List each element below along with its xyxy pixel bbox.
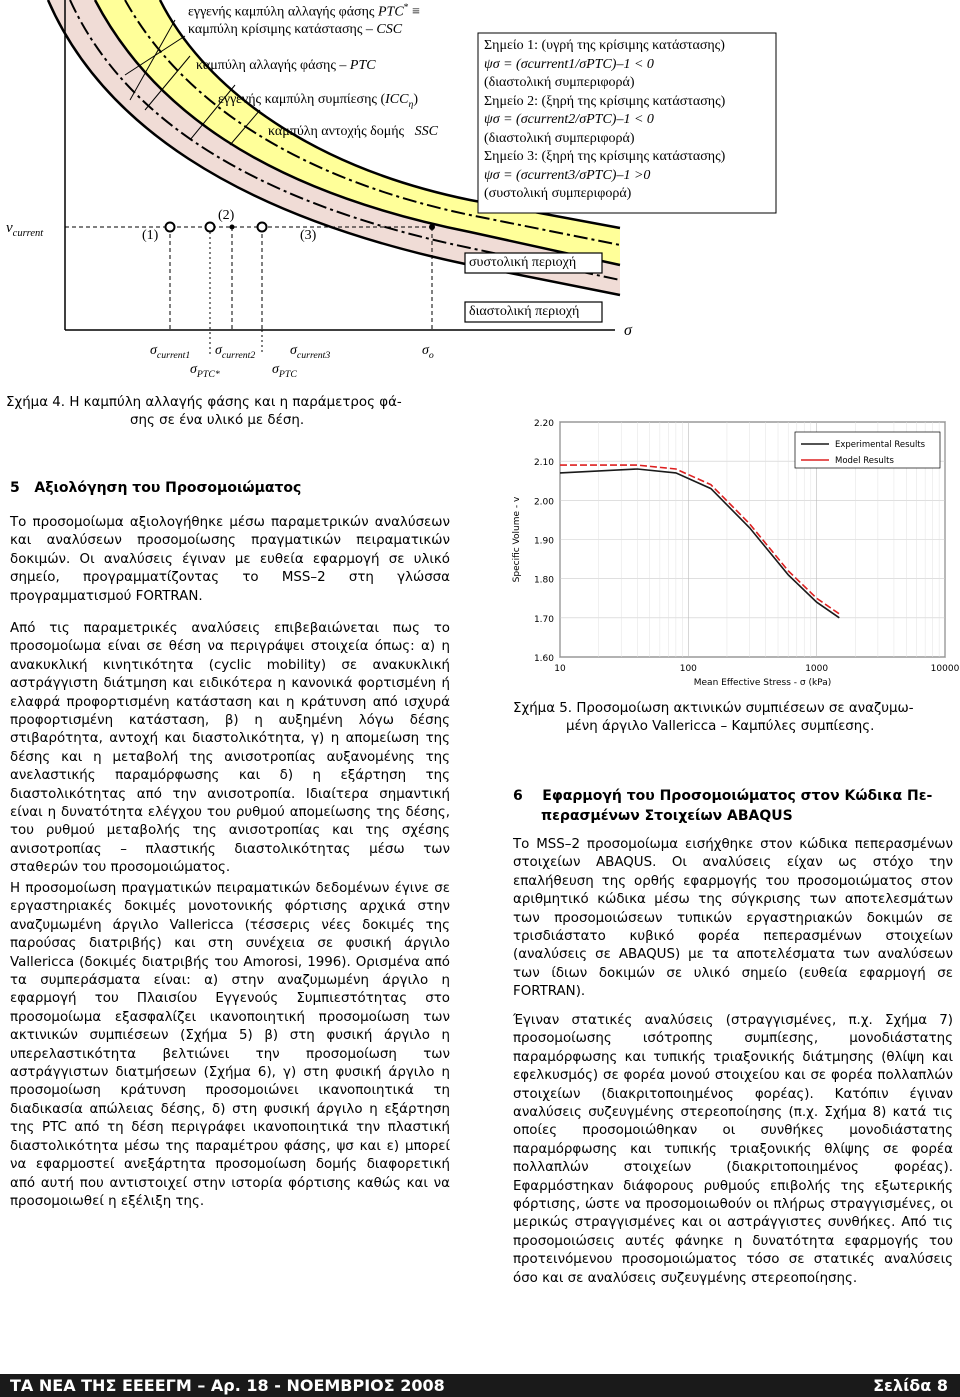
legend-label: Experimental Results: [835, 440, 926, 450]
x-tick-label: 100: [679, 664, 697, 674]
region-dilative: διαστολική περιοχή: [469, 304, 580, 319]
figure-4-drawing: [0, 0, 960, 400]
point-label-1: (1): [142, 228, 159, 243]
section-6-p1: Το MSS–2 προσομοίωμα εισήχθηκε στον κώδικα πεπερασμένων στοιχείων ABAQUS. Οι αναλύσεις είχαν ως στόχο την επαλήθευση της ορθής εφαρμογής του προσομοιώματος στον αριθμητικό κώδικα μέσω της σύγκρισης των αποτελεσμάτων των προσομοιώσεων τυπικών εργαστηριακών δοκιμών σε τρισδιάστατο κυβικό φορέα πεπερασμένων στοιχείων (αναλύσεις σε ABAQUS) με τα αποτελέσματα των αναλύσεων των ίδιων δοκιμών σε υλικό σημείο (ευθεία εφαρμογή σε FORTRAN).: [513, 837, 953, 1000]
section-5-heading: 5 Αξιολόγηση του Προσομοιώματος: [10, 480, 302, 496]
y-tick-label: 1.80: [533, 575, 554, 586]
section-5-p1: Το προσομοίωμα αξιολογήθηκε μέσω παραμετρικών αναλύσεων και αναλύσεων προσομοίωσης πραγματικών πειραματικών δοκιμών. Οι αναλύσεις έγιναν με ευθεία εφαρμογή σε υλικό σημείο, προγραμματίζοντας το MSS–2 στη γλώσσα προγραμματισμού FORTRAN.: [10, 515, 450, 604]
legend-ssc: καμπύλη αντοχής δομής SSC: [268, 124, 438, 139]
footer-page-number: Σελίδα 8: [873, 1376, 948, 1395]
x-tick-label: 10000: [930, 664, 960, 674]
figure-5-chart: [505, 410, 960, 690]
region-contractive: συστολική περιοχή: [469, 255, 577, 270]
tick-s1: $\sigma_{current1}$: [150, 343, 191, 361]
footer-journal: ΤΑ ΝΕΑ ΤΗΣ ΕΕΕΕΓΜ – Αρ. 18 - ΝΟΕΜΒΡΙΟΣ 2008: [10, 1376, 445, 1395]
y-tick-label: 2.20: [533, 419, 554, 429]
section-5-p3: Η προσομοίωση πραγματικών πειραματικών δεδομένων έγινε σε εργαστηριακές δοκιμές μονοτονικής φόρτισης αρχικά στην αναζυμωμένη άργιλο Vallericca (τέσσερις νέες δοκιμές της παρούσας διατριβής) και στη συνέχεια σε φυσική άργιλο Vallericca (δοκιμές διατριβής του Amorosi, 1996). Ορισμένα από τα συμπεράσματα είναι: α) στην αναζυμωμένη άργιλο η εφαρμογή του Πλαισίου Εγγενούς Συμπιεστότητας στο προσομοίωμα εξασφαλίζει ικανοποιητική προσομοίωση των ακτινικών συμπιέσεων (Σχήμα 5) β) στη φυσική άργιλο η υπερελαστικότητα βελτιώνει την προσομοίωση των αστράγγιστων διατμήσεων (Σχήμα 6), γ) στη φυσική άργιλο η προσομοίωση κράτυνση προσομοιώνει ικανοποιητικά τη διαδικασία απώλειας δέσης, δ) στη φυσική άργιλο η εξάρτηση της PTC από τη δέση περιγράφει ικανοποιητικά την πλαστική διαστολικότητα μέσω της παραμέτρου φάσης, ψσ και ε) μπορεί να εφαρμοστεί ανεξάρτητα προσομοίωση δομής διαφορετική από αυτή που αντιστοιχεί στην ιστορία φόρτισης καθώς και να προσομοιωθεί η εξέλιξη της.: [10, 881, 450, 1209]
legend-ptc: καμπύλη αλλαγής φάσης – PTC: [196, 58, 376, 73]
y-tick-label: 1.90: [533, 536, 554, 547]
figure-4-caption: Σχήμα 4. Η καμπύλη αλλαγής φάσης και η παράμετρος φά- σης σε ένα υλικό με δέση.: [6, 395, 402, 429]
figure-4: [0, 0, 960, 400]
x-axis-label: σ: [624, 322, 632, 339]
point-3: [258, 223, 267, 232]
tick-so: $\sigma_o$: [422, 343, 434, 361]
section-6-p2: Έγιναν στατικές αναλύσεις (στραγγισμένες, π.χ. Σχήμα 7) προσομοίωσης ισότροπης συμπίεσης, μονοδιάστατης παραμόρφωσης και τυπικής τριαξονικής διάτμησης (θλίψη και εφελκυσμός) σε φορέα μονού στοιχείου και σε φορέα πολλαπλών στοιχείων (διακριτοποιημένος φορέας). Κατόπιν έγιναν αναλύσεις συζευγμένης στερεοποίησης (π.χ. Σχήμα 8) κατά τις οποίες προσομοιώθηκαν οι συνθήκες μονοδιάστατης παραμόρφωσης και τυπικής τριαξονικής θλίψης σε φορέα πολλαπλών στοιχείων (διακριτοποιημένος φορέας). Εφαρμόστηκαν διάφορους ρυθμούς επιβολής της εξωτερικής φόρτισης, ώστε να προσομοιωθούν οι πλήρως στραγγισμένες, οι μερικώς στραγγισμένες και οι αστράγγιστες συνθήκες. Από τις προσομοιώσεις αυτές φάνηκε η δυνατότητα εφαρμογής του προτεινόμενου προσομοιώματος τόσο σε στατικές αναλύσεις όσο και σε αναλύσεις συζευγμένης στερεοποίησης.: [513, 1013, 953, 1286]
tick-sptcstar: $\sigma_{PTC*}$: [190, 362, 220, 380]
point-2: [206, 223, 215, 232]
section-6-heading: 6 Εφαρμογή του Προσομοιώματος στον Κώδικα Πε- περασμένων Στοιχείων ABAQUS: [513, 788, 933, 824]
y-tick-label: 1.70: [533, 614, 554, 625]
y-axis-label: $v_{current}$: [6, 220, 44, 239]
figure-5-caption: Σχήμα 5. Προσομοίωση ακτινικών συμπιέσεων σε αναζυμω- μένη άργιλο Vallericca – Καμπύλες συμπίεσης.: [513, 701, 914, 735]
section-5-p2: Από τις παραμετρικές αναλύσεις επιβεβαιώνεται πως το προσομοίωμα είναι σε θέση να περιγράψει στοιχεία όπως: α) η ανακυκλική κινητικότητα (cyclic mobility) σε ανακυκλική αστράγγιστη διάτμηση και ειδικότερα η κανονικά φορτισμένη ή ελαφρά προφορτισμένη κατάσταση και η κράτυνση από ισχυρά προφορτισμένη κατάσταση, β) η αυξημένη λόγω δέσης στιβαρότητα, αντοχή και διαστολικότητα, γ) η απομείωση της δέσης και η μεταβολή της ανισοτροπίας αυξανομένης της ανελαστικής παραμόρφωσης και δ) η εξάρτηση της διαστολικότητας από την ανισοτροπία. Ιδιαίτερα σημαντική είναι η δυνατότητα ελέγχου του ρυθμού απομείωσης της δέσης, του ρυθμού μεταβολής της ανισοτροπίας και της σχέσης ανισοτροπίας – πλαστικής διαστολικότητας μέσω των σταθερών του προσομοιώματος.: [10, 621, 450, 876]
tick-sptc: $\sigma_{PTC}$: [272, 362, 297, 380]
x-tick-label: 10: [554, 664, 566, 674]
y-axis-title: Specific Volume - v: [512, 496, 522, 583]
points-box: Σημείο 1: (υγρή της κρίσιμης κατάστασης) ψσ = (σcurrent1/σPTC)–1 < 0 (διαστολική συμπεριφορά) Σημείο 2: (ξηρή της κρίσιμης κατάστασης) ψσ = (σcurrent2/σPTC)–1 < 0 (διαστολική συμπεριφορά) Σημείο 3: (ξηρή της κρίσιμης κατάστασης) ψσ = (σcurrent3/σPTC)–1 >0 (συστολική συμπεριφορά): [484, 38, 726, 201]
x-tick-label: 1000: [805, 664, 829, 674]
y-tick-label: 1.60: [533, 654, 554, 664]
point-label-2: (2): [218, 208, 235, 223]
legend-label: Model Results: [835, 456, 894, 466]
tick-s2: $\sigma_{current2}$: [215, 343, 256, 361]
y-tick-label: 2.00: [533, 497, 554, 508]
point-o: [429, 224, 435, 230]
y-tick-label: 2.10: [533, 458, 554, 469]
legend-icc: εγγενής καμπύλη συμπίεσης $(ICC_\eta)$: [218, 92, 419, 110]
chart-svg: [505, 410, 960, 690]
legend-csc: καμπύλη κρίσιμης κατάστασης – CSC: [188, 22, 403, 37]
x-axis-title: Mean Effective Stress - σ (kPa): [693, 678, 832, 688]
page-footer: [0, 1374, 960, 1397]
point-label-3: (3): [300, 228, 317, 243]
point-1: [166, 223, 175, 232]
tick-s3: $\sigma_{current3}$: [290, 343, 331, 361]
legend-ptc-star: εγγενής καμπύλη αλλαγής φάσης PTC* ≡: [188, 2, 420, 20]
